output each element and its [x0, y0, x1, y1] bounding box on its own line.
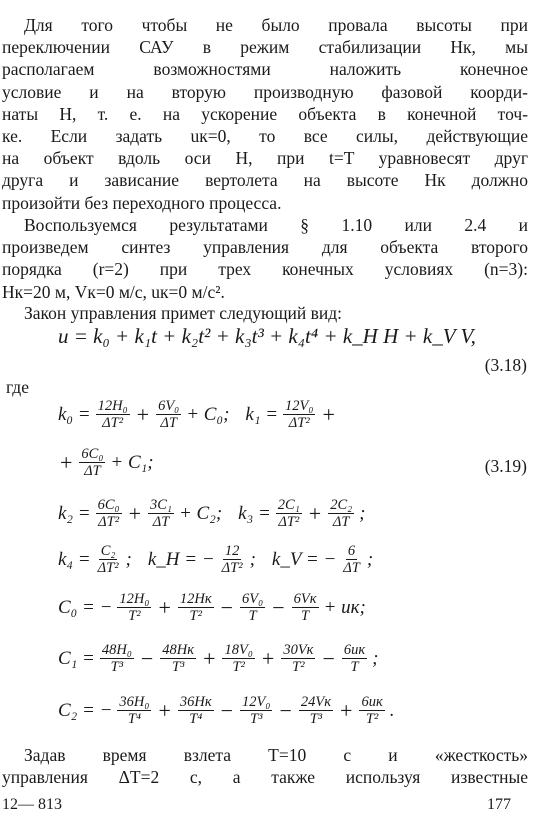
denominator: T² [292, 659, 305, 675]
eq-tail: + C₂; [178, 502, 223, 524]
numerator: 2C₂ [330, 497, 353, 513]
minus-sign: − [220, 697, 234, 723]
plus-sign: + [158, 594, 171, 620]
numerator: 6V₀ [158, 398, 180, 414]
equation-k1-continued [58, 446, 154, 479]
eq-tail: + C₀; [186, 403, 230, 425]
numerator: 36H₀ [119, 694, 150, 710]
eq-tail: ; [249, 548, 256, 570]
numerator: 6C₀ [97, 497, 120, 513]
minus-sign: − [140, 645, 154, 671]
eq-tail: ; [366, 548, 374, 570]
numerator: 24Vк [300, 694, 332, 710]
minus-sign: − [322, 645, 335, 671]
denominator: ΔT [84, 463, 101, 479]
paragraph-3 [2, 302, 528, 324]
fraction [342, 642, 367, 675]
denominator: T³ [309, 711, 323, 727]
denominator: ΔT [152, 514, 170, 530]
eq-tail: + [322, 401, 335, 427]
denominator: ΔT² [278, 514, 300, 530]
text-line: наты H, т. е. на ускорение объекта в конечной точ- [2, 103, 528, 124]
text-line: произведем синтез управления для объекта второго [2, 237, 528, 258]
eq-lhs: k_V = − [271, 548, 337, 570]
eq-tail: + uк; [323, 596, 366, 618]
equation-k2-k3 [58, 497, 365, 530]
eq-lhs: k₃ = [238, 502, 271, 524]
fraction [148, 497, 174, 530]
denominator: T³ [110, 659, 124, 675]
denominator: ΔT [160, 415, 177, 431]
fraction [96, 497, 122, 530]
denominator: ΔT² [97, 560, 119, 576]
numerator: 3C₁ [150, 497, 172, 513]
fraction [160, 642, 196, 675]
numerator: C₂ [100, 543, 116, 559]
plus-sign: + [308, 500, 322, 526]
numerator: 18V₀ [224, 642, 253, 658]
eq-tail: + C₁; [110, 451, 154, 473]
fraction [283, 398, 315, 431]
denominator: T [350, 659, 359, 675]
numerator: 6Vк [293, 591, 317, 607]
plus-sign: + [340, 697, 353, 723]
denominator: ΔT² [98, 514, 120, 530]
plus-sign: + [128, 500, 142, 526]
eq-lhs: C₁ = [58, 647, 95, 669]
minus-sign: − [220, 594, 234, 620]
denominator: T² [232, 659, 245, 675]
numerator: 6 [347, 543, 356, 559]
fraction [240, 694, 272, 727]
text-line: Воспользуемся результатами § 1.10 или 2.4 и [24, 215, 528, 235]
fraction [359, 694, 384, 727]
text-line: произойти без переходного процесса. [2, 192, 282, 213]
denominator: ΔT [332, 514, 350, 530]
where-label: где [6, 377, 29, 397]
eq-lhs: k₁ = [245, 403, 279, 425]
equation-k4-kH-kV [58, 543, 373, 576]
numerator: 48H₀ [101, 642, 132, 658]
eq-lhs: k_H = − [147, 548, 215, 570]
fraction [341, 543, 362, 576]
numerator: 12 [224, 543, 240, 559]
denominator: T⁴ [189, 711, 203, 727]
fraction [299, 694, 333, 727]
numerator: 12H₀ [119, 591, 150, 607]
fraction [178, 694, 214, 727]
equation-number: (3.19) [484, 456, 527, 476]
plus-sign: + [158, 697, 171, 723]
fraction [328, 497, 354, 530]
numerator: 2C₁ [277, 497, 300, 513]
fraction [276, 497, 302, 530]
eq-tail: . [389, 699, 395, 721]
eq-lhs: k₀ = [58, 403, 91, 425]
page-number: 177 [487, 796, 511, 813]
fraction [178, 591, 214, 624]
denominator: T³ [171, 659, 185, 675]
eq-lhs: k₂ = [58, 502, 91, 524]
numerator: 36Hк [179, 694, 212, 710]
text-line: на объект вдоль оси H, при t=T уравновесят друг [2, 148, 528, 169]
numerator: 6C₀ [81, 446, 104, 462]
text-line: переключении САУ в режим стабилизации Hк, мы [2, 37, 528, 58]
denominator: ΔT² [288, 415, 310, 431]
denominator: T³ [250, 711, 263, 727]
fraction [117, 591, 151, 624]
fraction [96, 543, 121, 576]
eq-lead: + [60, 449, 73, 475]
fraction [240, 591, 265, 624]
fraction [79, 446, 105, 479]
fraction [96, 398, 130, 431]
eq-lhs: C₀ = − [58, 596, 113, 618]
numerator: 12V₀ [285, 398, 314, 414]
text-line: управления ΔT=2 с, а также используя известные [2, 767, 528, 788]
denominator: ΔT² [221, 560, 243, 576]
minus-sign: − [272, 594, 285, 620]
numerator: 6uк [361, 694, 383, 710]
numerator: 6uк [343, 642, 366, 658]
plus-sign: + [261, 645, 275, 671]
text-line: располагаем возможностями наложить конечное [2, 59, 528, 80]
eq-tail: ; [372, 647, 379, 669]
fraction [156, 398, 181, 431]
equation-C0 [58, 591, 366, 624]
minus-sign: − [279, 697, 292, 723]
fraction [281, 642, 315, 675]
fraction [100, 642, 134, 675]
equation-number: (3.18) [484, 355, 527, 375]
numerator: 12V₀ [242, 694, 271, 710]
fraction [220, 543, 245, 576]
text-line: Задав время взлета T=10 с и «жесткость» [24, 745, 528, 765]
eq-tail: ; [125, 548, 132, 570]
numerator: 48Hк [162, 642, 195, 658]
equation-text: u = k₀ + k₁t + k₂t² + k₃t³ + k₄t⁴ + k_H H + k_V V, [58, 324, 476, 348]
numerator: 12H₀ [97, 398, 128, 414]
fraction [117, 694, 151, 727]
denominator: T² [189, 608, 202, 624]
numerator: 30Vк [283, 642, 314, 658]
denominator: T² [365, 711, 379, 727]
equation-k0-k1 [58, 398, 337, 431]
numerator: 12Hк [179, 591, 212, 607]
paragraph-4 [2, 744, 528, 788]
plus-sign: + [203, 645, 216, 671]
denominator: T [301, 608, 310, 624]
text-line: Для того чтобы не было провала высоты при [24, 15, 528, 35]
equation-C2 [58, 694, 394, 727]
text-line: условие и на вторую производную фазовой коорди- [2, 81, 528, 102]
fraction [222, 642, 254, 675]
denominator: ΔT [343, 560, 360, 576]
paragraph-2 [2, 214, 528, 303]
text-line: Hк=20 м, Vк=0 м/с, uк=0 м/с². [2, 281, 225, 302]
text-line: Закон управления примет следующий вид: [24, 303, 343, 323]
denominator: ΔT² [102, 415, 124, 431]
signature-mark: 12— 813 [2, 796, 62, 813]
denominator: T⁴ [127, 711, 141, 727]
paragraph-1 [2, 14, 528, 214]
eq-lhs: C₂ = − [58, 699, 113, 721]
denominator: T² [128, 608, 141, 624]
plus-sign: + [136, 401, 150, 427]
text-line: друга и зависание вертолета на высоте Hк должно [2, 170, 528, 191]
denominator: T [248, 608, 257, 624]
text-line: ке. Если задать uк=0, то все силы, действующие [2, 126, 528, 147]
equation-C1 [58, 642, 379, 675]
fraction [292, 591, 319, 624]
eq-tail: ; [359, 502, 366, 524]
text-line: порядка (r=2) при трех конечных условиях (n=3): [2, 259, 528, 280]
numerator: 6V₀ [242, 591, 264, 607]
equation-3-18 [58, 324, 476, 349]
eq-lhs: k₄ = [58, 548, 91, 570]
